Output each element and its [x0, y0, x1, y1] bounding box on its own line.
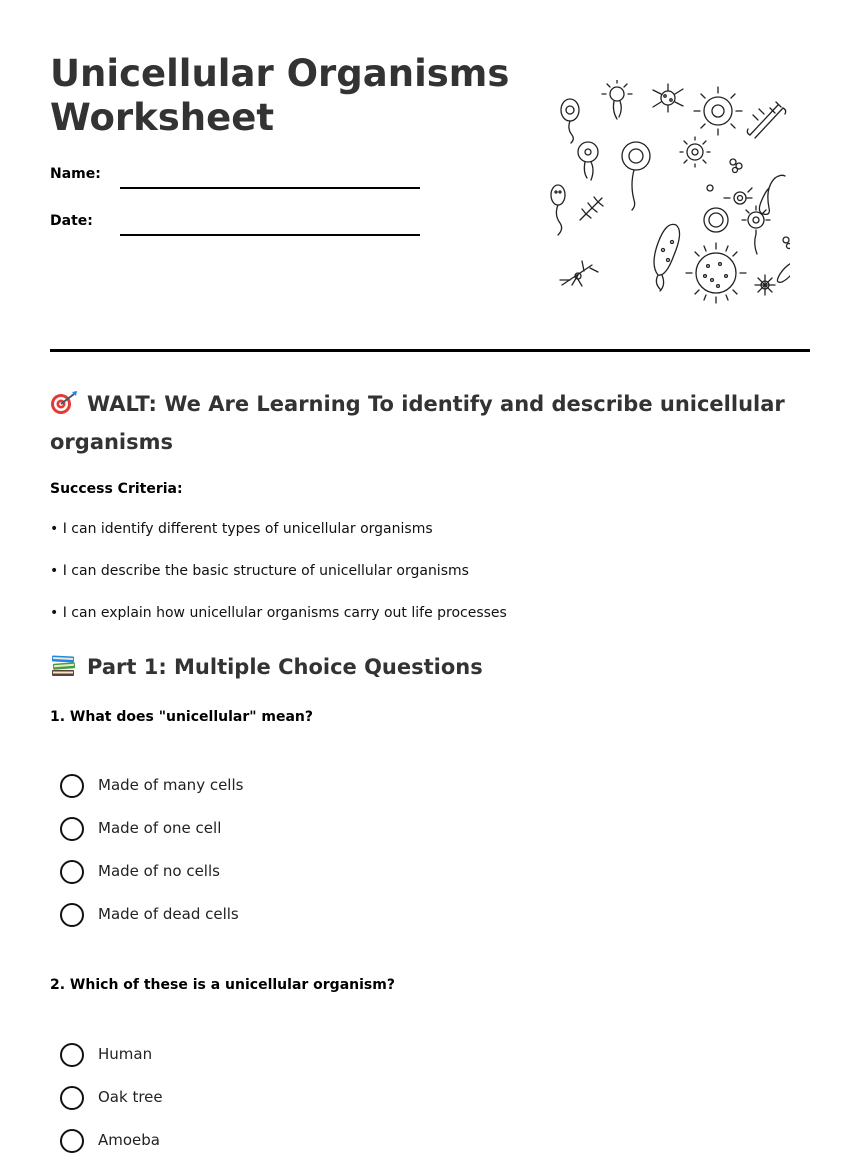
question-1: 1. What does "unicellular" mean? — [50, 709, 314, 725]
q1-option-a[interactable] — [60, 774, 460, 800]
q2-option-c[interactable] — [60, 1129, 460, 1155]
name-label: Name: — [50, 166, 101, 182]
date-input-line[interactable] — [120, 234, 420, 236]
option-label: Made of dead cells — [98, 905, 239, 923]
walt-heading — [50, 385, 810, 461]
option-label: Amoeba — [98, 1131, 160, 1149]
date-label: Date: — [50, 213, 93, 229]
option-label: Made of one cell — [98, 819, 222, 837]
question-2: 2. Which of these is a unicellular organism? — [50, 977, 395, 993]
option-label: Made of many cells — [98, 776, 244, 794]
success-criteria-label: Success Criteria: — [50, 481, 183, 497]
radio-button[interactable] — [60, 1129, 84, 1153]
target-icon — [50, 391, 78, 415]
walt-heading-text: WALT: We Are Learning To identify and describe unicellular organisms — [50, 392, 785, 454]
q2-option-a[interactable] — [60, 1043, 460, 1069]
name-field-row — [50, 166, 430, 192]
option-label: Human — [98, 1045, 153, 1063]
option-label: Made of no cells — [98, 862, 220, 880]
name-input-line[interactable] — [120, 187, 420, 189]
radio-button[interactable] — [60, 774, 84, 798]
date-field-row — [50, 213, 430, 239]
option-label: Oak tree — [98, 1088, 163, 1106]
criteria-item: • I can describe the basic structure of unicellular organisms — [50, 563, 469, 579]
microorganisms-illustration — [550, 80, 790, 310]
radio-button[interactable] — [60, 817, 84, 841]
criteria-item: • I can explain how unicellular organisms carry out life processes — [50, 605, 507, 621]
criteria-item: • I can identify different types of unicellular organisms — [50, 521, 433, 537]
radio-button[interactable] — [60, 903, 84, 927]
books-icon — [50, 654, 78, 678]
page-title: Unicellular Organisms Worksheet — [50, 52, 510, 139]
part1-heading-text: Part 1: Multiple Choice Questions — [87, 655, 483, 679]
radio-button[interactable] — [60, 860, 84, 884]
section-divider — [50, 349, 810, 352]
q1-option-b[interactable] — [60, 817, 460, 843]
q2-option-b[interactable] — [60, 1086, 460, 1112]
q1-option-c[interactable] — [60, 860, 460, 886]
radio-button[interactable] — [60, 1086, 84, 1110]
radio-button[interactable] — [60, 1043, 84, 1067]
q1-option-d[interactable] — [60, 903, 460, 929]
part1-heading — [50, 648, 810, 686]
